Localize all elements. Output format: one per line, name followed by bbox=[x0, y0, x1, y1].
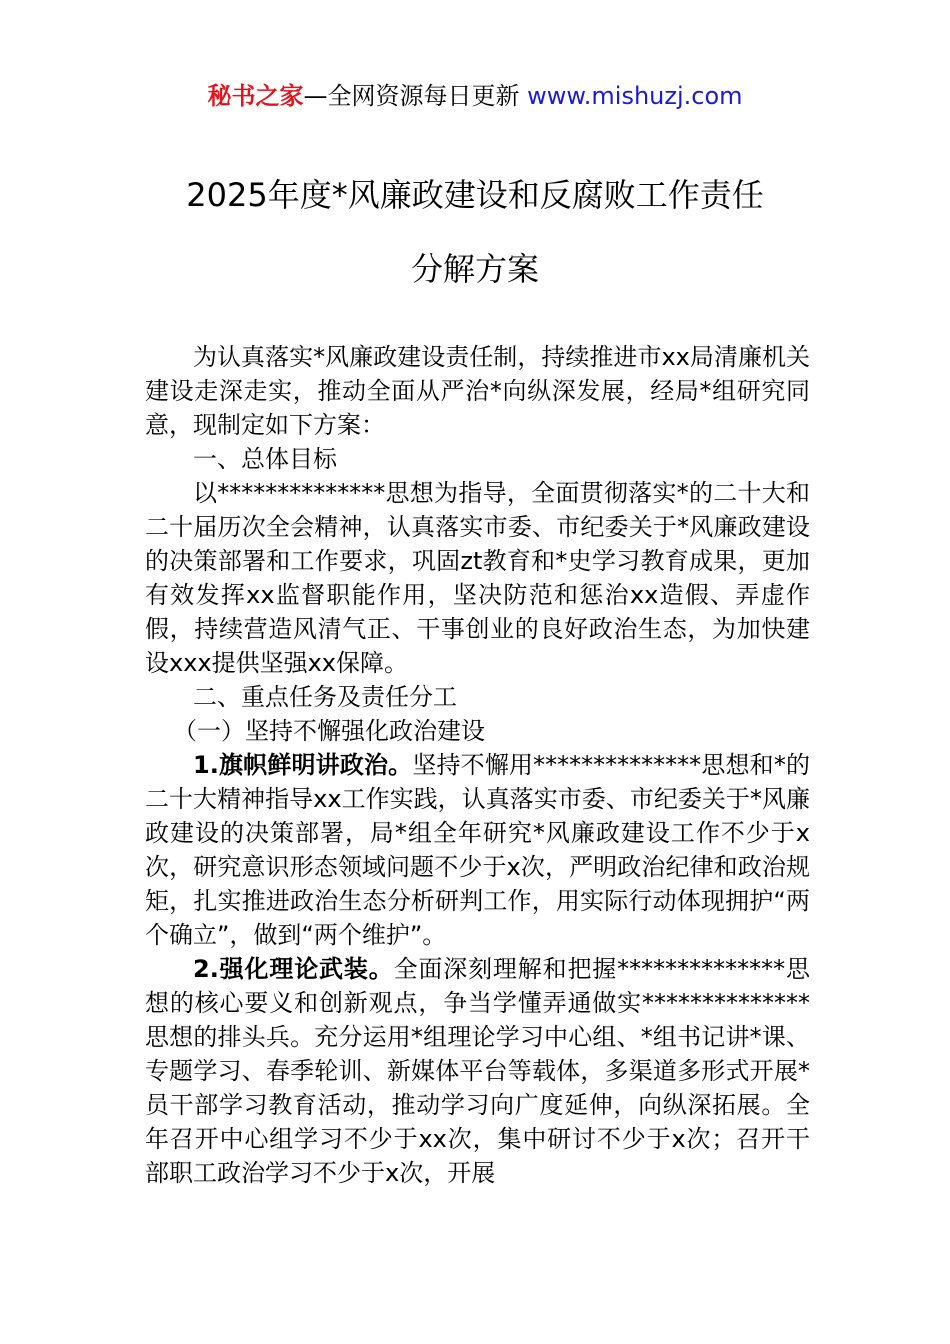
section-2-heading: 二、重点任务及责任分工 bbox=[193, 683, 457, 711]
subsection-1-heading: （一）坚持不懈强化政治建设 bbox=[173, 717, 485, 745]
item-2-title: 2.强化理论武装。 bbox=[193, 955, 394, 983]
item-1-title: 1.旗帜鲜明讲政治。 bbox=[193, 751, 413, 779]
brand-name: 秘书之家 bbox=[207, 82, 304, 110]
header-tagline: —全网资源每日更新 bbox=[303, 82, 528, 110]
item-2-paragraph bbox=[145, 952, 810, 1190]
item-1-paragraph bbox=[145, 748, 810, 952]
item-1-text: 坚持不懈用**************思想和*的二十大精神指导xx工作实践，认真落实市委、市纪委关于*风廉政建设的决策部署，局*组全年研究*风廉政建设工作不少于x次，研究意识形态领域问题不少于x次，严明政治纪律和政治规矩，扎实推进政治生态分析研判工作，用实际行动体现拥护“两个确立”，做到“两个维护”。 bbox=[145, 751, 810, 949]
intro-paragraph: 为认真落实*风廉政建设责任制，持续推进市xx局清廉机关建设走深走实，推动全面从严治*向纵深发展，经局*组研究同意，现制定如下方案： bbox=[145, 343, 810, 439]
section-1-paragraph: 以**************思想为指导，全面贯彻落实*的二十大和二十届历次全会精神，认真落实市委、市纪委关于*风廉政建设的决策部署和工作要求，巩固zt教育和*史学习教育成果，更加有效发挥xx监督职能作用，坚决防范和惩治xx造假、弄虚作假，持续营造风清气正、干事创业的良好政治生态，为加快建设xxx提供坚强xx保障。 bbox=[145, 479, 810, 677]
document-title bbox=[0, 178, 950, 286]
title-line-1: 2025年度*风廉政建设和反腐败工作责任 bbox=[186, 176, 764, 214]
title-line-2: 分解方案 bbox=[410, 250, 539, 288]
site-url-link[interactable]: www.mishuzj.com bbox=[527, 82, 743, 110]
document-body bbox=[145, 340, 810, 1190]
section-1-heading: 一、总体目标 bbox=[193, 445, 337, 473]
item-2-text: 全面深刻理解和把握**************思想的核心要义和创新观点，争当学懂弄通做实**************思想的排头兵。充分运用*组理论学习中心组、*组书记讲*课、专题学习、春季轮训、新媒体平台等载体，多渠道多形式开展*员干部学习教育活动，推动学习向广度延伸，向纵深拓展。全年召开中心组学习不少于xx次，集中研讨不少于x次；召开干部职工政治学习不少于x次，开展 bbox=[145, 955, 810, 1187]
site-header bbox=[0, 80, 950, 112]
